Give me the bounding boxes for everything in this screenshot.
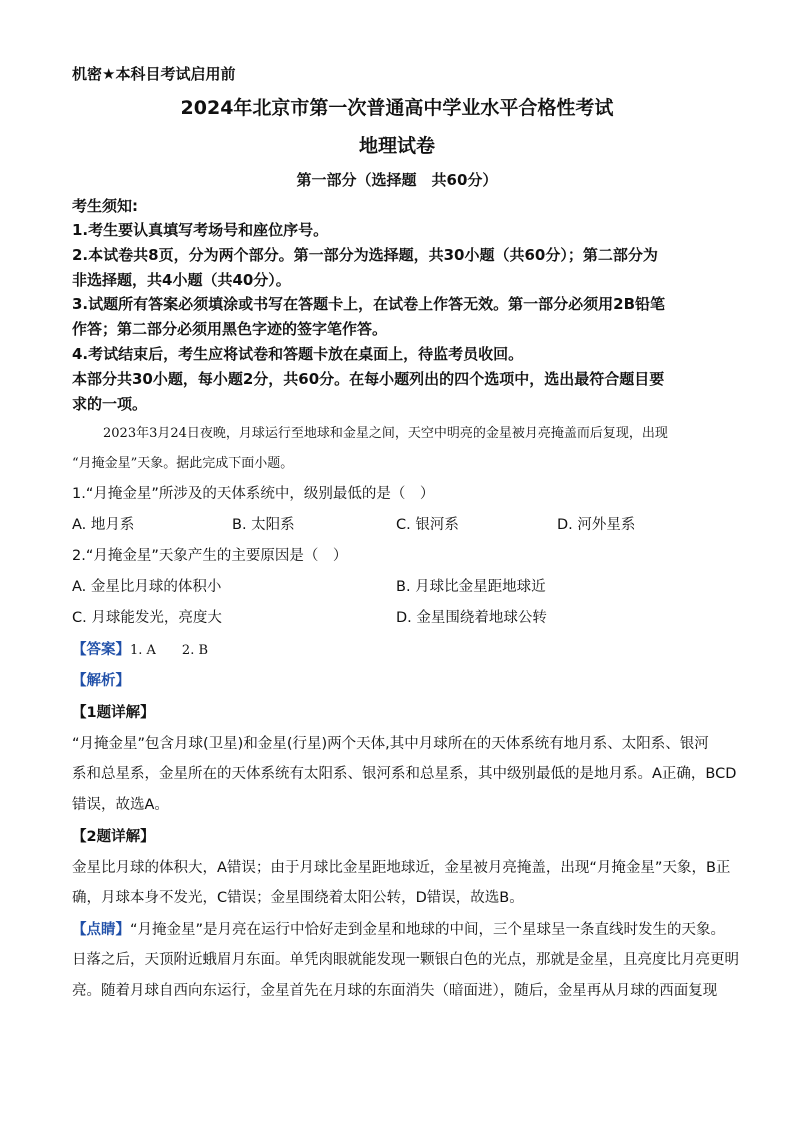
answer-row <box>72 640 208 661</box>
instruction-1: 1.考生要认真填写考场号和座位序号。 <box>72 221 329 239</box>
instruction-3a: 3.试题所有答案必须填涂或书写在答题卡上，在试卷上作答无效。第一部分必须用2B铅笔 <box>72 295 666 313</box>
stem-line-1: 2023年3月24日夜晚，月球运行至地球和金星之间，天空中明亮的金星被月亮掩盖而后复现，出现 <box>103 426 668 441</box>
detail-2-line-2: 确，月球本身不发光，C错误；金星围绕着太阳公转，D错误，故选B。 <box>72 890 524 906</box>
q2-option-c: C. 月球能发光，亮度大 <box>72 610 222 626</box>
instructions-heading: 考生须知: <box>72 197 138 215</box>
tip-line-3: 亮。随着月球自西向东运行，金星首先在月球的东面消失（暗面进），随后，金星再从月球的西面复现 <box>72 983 718 999</box>
answer-label: 【答案】 <box>72 642 130 658</box>
detail-1-label: 【1题详解】 <box>72 705 155 721</box>
q2-option-b: B. 月球比金星距地球近 <box>396 579 546 595</box>
instruction-2b: 非选择题，共4小题（共40分）。 <box>72 271 291 289</box>
tip-label: 【点睛】 <box>72 922 130 938</box>
q1-option-d: D. 河外星系 <box>557 517 636 533</box>
tip-line-2: 日落之后，天顶附近蛾眉月东面。单凭肉眼就能发现一颗银白色的光点，那就是金星，且亮度比月亮更明 <box>72 952 739 968</box>
instruction-2a: 2.本试卷共8页，分为两个部分。第一部分为选择题，共30小题（共60分）；第二部分为 <box>72 246 658 264</box>
section-note-a: 本部分共30小题，每小题2分，共60分。在每小题列出的四个选项中，选出最符合题目要 <box>72 370 665 388</box>
exam-title: 2024年北京市第一次普通高中学业水平合格性考试 <box>180 97 614 119</box>
question-2: 2.“月掩金星”天象产生的主要原因是（ ） <box>72 548 348 564</box>
instruction-4: 4.考试结束后，考生应将试卷和答题卡放在桌面上，待监考员收回。 <box>72 345 524 363</box>
analysis-label: 【解析】 <box>72 673 130 689</box>
q2-option-d: D. 金星围绕着地球公转 <box>396 610 547 626</box>
question-1: 1.“月掩金星”所涉及的天体系统中，级别最低的是（ ） <box>72 486 435 502</box>
detail-1-line-1: “月掩金星”包含月球(卫星)和金星(行星)两个天体,其中月球所在的天体系统有地月系、太阳系、银河 <box>72 736 709 752</box>
stem-line-2: “月掩金星”天象。据此完成下面小题。 <box>72 456 294 471</box>
q2-option-a: A. 金星比月球的体积小 <box>72 579 222 595</box>
section-note-b: 求的一项。 <box>72 395 148 413</box>
answer-value: 1. A 2. B <box>130 643 209 658</box>
part-heading: 第一部分（选择题 共60分） <box>296 171 498 189</box>
q1-option-a: A. 地月系 <box>72 517 135 533</box>
q1-option-b: B. 太阳系 <box>232 517 295 533</box>
detail-1-line-3: 错误，故选A。 <box>72 797 169 813</box>
q1-option-c: C. 银河系 <box>396 517 459 533</box>
detail-2-label: 【2题详解】 <box>72 829 155 845</box>
detail-2-line-1: 金星比月球的体积大，A错误；由于月球比金星距地球近，金星被月亮掩盖，出现“月掩金星”天象，B正 <box>72 860 731 876</box>
tip-line-1 <box>72 920 725 940</box>
confidential-label: 机密★本科目考试启用前 <box>72 65 236 83</box>
subject-title: 地理试卷 <box>358 135 435 157</box>
instruction-3b: 作答；第二部分必须用黑色字迹的签字笔作答。 <box>72 320 388 338</box>
tip-text-1: “月掩金星”是月亮在运行中恰好走到金星和地球的中间，三个星球呈一条直线时发生的天象。 <box>130 922 726 938</box>
detail-1-line-2: 系和总星系，金星所在的天体系统有太阳系、银河系和总星系，其中级别最低的是地月系。A正确，BCD <box>72 766 737 782</box>
